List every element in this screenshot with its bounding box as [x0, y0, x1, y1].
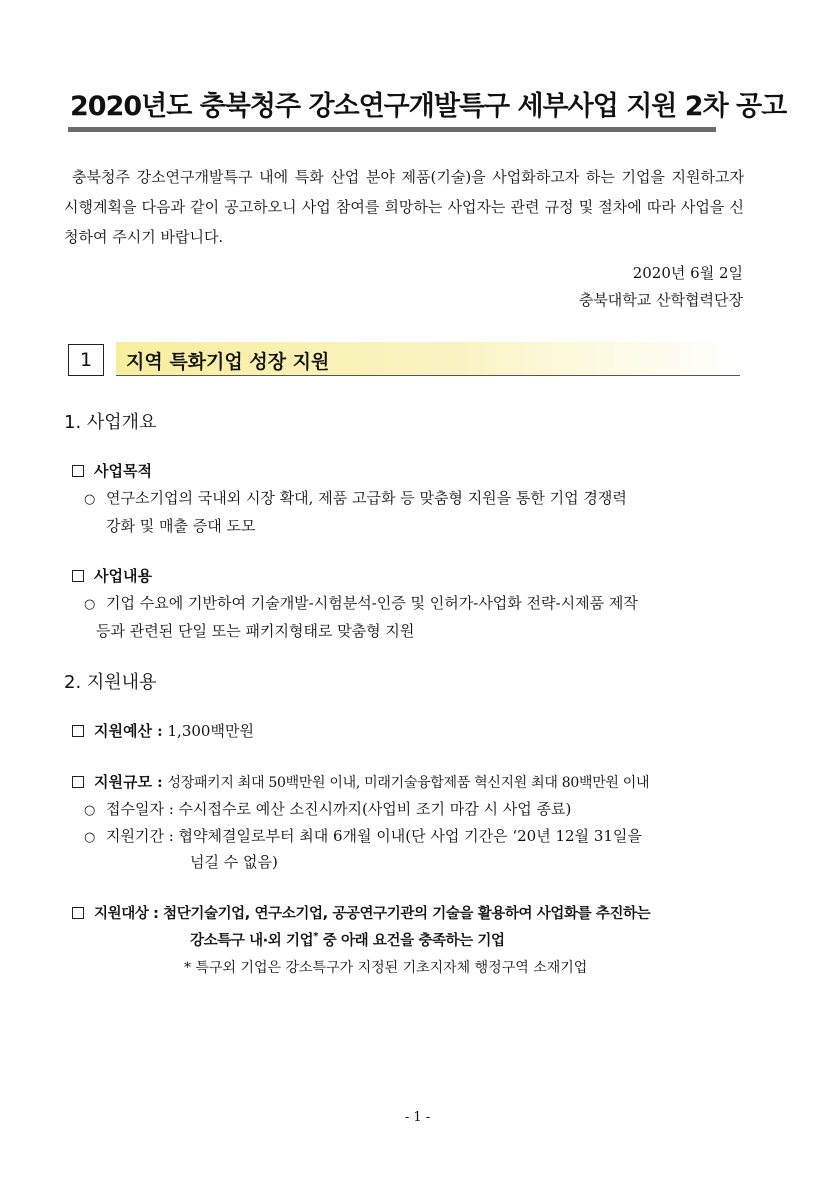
checkbox-icon	[72, 725, 84, 737]
budget-row	[72, 720, 254, 741]
target-text-1: 첨단기술기업, 연구소기업, 공공연구기관의 기술을 활용하여 사업화를 추진하는	[163, 906, 651, 922]
purpose-heading	[72, 460, 152, 481]
section-number-box	[68, 344, 104, 376]
purpose-line-1	[84, 487, 627, 508]
circle-bullet-icon: ○	[84, 803, 96, 818]
announcement-date: 2020년 6월 2일	[632, 264, 743, 282]
circle-bullet-icon: ○	[84, 830, 96, 845]
checkbox-icon	[72, 465, 84, 477]
target-footnote: * 특구외 기업은 강소특구가 지정된 기초지자체 행정구역 소재기업	[184, 960, 588, 976]
receipt-row	[84, 798, 571, 819]
purpose-label: 사업목적	[94, 462, 152, 480]
section-title: 지역 특화기업 성장 지원	[126, 351, 330, 373]
heading-support: 2. 지원내용	[64, 672, 157, 693]
checkbox-icon	[72, 907, 84, 919]
checkbox-icon	[72, 776, 84, 788]
title-underline	[68, 127, 716, 132]
period-text-1: 지원기간 : 협약체결일로부터 최대 6개월 이내(단 사업 기간은 ‘20년 12월 31일을	[106, 827, 642, 845]
target-text-2b: 중 아래 요건을 충족하는 기업	[318, 933, 505, 949]
page-number: - 1 -	[404, 1110, 431, 1125]
period-row	[84, 825, 642, 846]
checkbox-icon	[72, 570, 84, 582]
receipt-text: 접수일자 : 수시접수로 예산 소진시까지(사업비 조기 마감 시 사업 종료)	[106, 800, 572, 818]
scale-value: 성장패키지 최대 50백만원 이내, 미래기술융합제품 혁신지원 최대 80백만원 이내	[167, 775, 650, 791]
period-line-2: 넘길 수 없음)	[190, 853, 278, 871]
target-line-2	[190, 929, 505, 950]
intro-text: 충북청주 강소연구개발특구 내에 특화 산업 분야 제품(기술)을 사업화하고자 하는 기업을 지원하고자 시행계획을 다음과 같이 공고하오니 사업 참여를 희망하는 사업자는 관련 규정 및 절차에 따라 사업을 신청하여 주시기 바랍니다.	[64, 168, 744, 246]
budget-label: 지원예산 :	[94, 722, 163, 740]
purpose-text-1: 연구소기업의 국내외 시장 확대, 제품 고급화 등 맞춤형 지원을 통한 기업 경쟁력	[106, 489, 627, 507]
content-line-1	[84, 592, 638, 613]
budget-value: 1,300백만원	[167, 722, 254, 740]
purpose-line-2: 강화 및 매출 증대 도모	[106, 517, 256, 535]
content-line-2: 등과 관련된 단일 또는 패키지형태로 맞춤형 지원	[96, 622, 415, 640]
target-row	[72, 902, 650, 923]
intro-paragraph	[64, 162, 744, 252]
content-heading	[72, 565, 152, 586]
circle-bullet-icon: ○	[84, 492, 96, 507]
circle-bullet-icon: ○	[84, 597, 96, 612]
target-label: 지원대상 :	[94, 906, 159, 922]
issuing-organization: 충북대학교 산학협력단장	[578, 291, 743, 309]
target-text-2a: 강소특구 내·외 기업	[190, 933, 314, 949]
target-footnote-mark: *	[313, 931, 319, 943]
heading-overview: 1. 사업개요	[64, 412, 157, 433]
content-text-1: 기업 수요에 기반하여 기술개발-시험분석-인증 및 인허가-사업화 전략-시제품 제작	[106, 594, 638, 612]
section-number: 1	[79, 349, 93, 371]
document-title: 2020년도 충북청주 강소연구개발특구 세부사업 지원 2차 공고	[70, 91, 787, 122]
scale-label: 지원규모 :	[94, 773, 163, 791]
content-label: 사업내용	[94, 567, 152, 585]
scale-row	[72, 771, 649, 792]
